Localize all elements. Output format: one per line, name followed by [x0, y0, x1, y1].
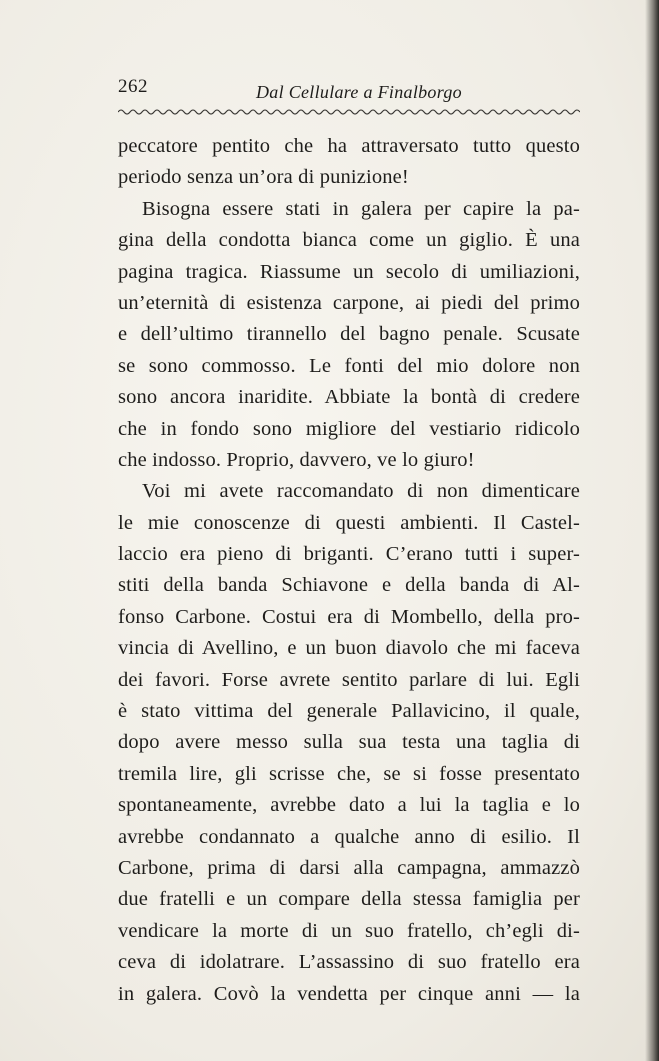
text-line: ceva di idolatrare. L’assassino di suo fratello era: [118, 951, 580, 974]
text-line: tremila lire, gli scrisse che, se si fosse presentato: [118, 762, 580, 785]
text-line: che in fondo sono migliore del vestiario ridicolo: [118, 417, 580, 440]
text-line: Bisogna essere stati in galera per capire la pa-: [142, 197, 580, 220]
text-line: un’eternità di esistenza carpone, ai piedi del primo: [118, 291, 580, 314]
page-edge-shadow: [645, 0, 659, 1061]
text-line: gina della condotta bianca come un giglio. È una: [118, 229, 580, 252]
text-line: vincia di Avellino, e un buon diavolo che mi faceva: [118, 637, 580, 660]
text-line: sono ancora inaridite. Abbiate la bontà di credere: [118, 386, 580, 409]
text-line: due fratelli e un compare della stessa famiglia per: [118, 888, 580, 911]
text-line: vendicare la morte di un suo fratello, ch’egli di-: [118, 919, 580, 942]
text-line: stiti della banda Schiavone e della banda di Al-: [118, 574, 580, 597]
running-title: Dal Cellulare a Finalborgo: [256, 82, 462, 102]
text-line: periodo senza un’ora di punizione!: [118, 166, 409, 189]
text-line: e dell’ultimo tirannello del bagno penale. Scusate: [118, 323, 580, 346]
text-line: in galera. Covò la vendetta per cinque anni — la: [118, 982, 580, 1005]
text-line: Carbone, prima di darsi alla campagna, ammazzò: [118, 856, 580, 879]
text-line: laccio era pieno di briganti. C’erano tutti i super-: [118, 543, 580, 566]
page-number: 262: [118, 76, 148, 97]
text-line: se sono commosso. Le fonti del mio dolore non: [118, 354, 580, 377]
decorative-wavy-rule: [118, 106, 580, 118]
text-line: Voi mi avete raccomandato di non dimenticare: [142, 480, 580, 503]
text-line: le mie conoscenze di questi ambienti. Il Castel-: [118, 511, 580, 534]
text-line: dopo avere messo sulla sua testa una taglia di: [118, 731, 580, 754]
text-line: dei favori. Forse avrete sentito parlare di lui. Egli: [118, 668, 580, 691]
body-text: [118, 131, 580, 1010]
text-line: avrebbe condannato a qualche anno di esilio. Il: [118, 825, 580, 848]
text-line: peccatore pentito che ha attraversato tutto questo: [118, 135, 580, 157]
text-line: spontaneamente, avrebbe dato a lui la taglia e lo: [118, 794, 580, 817]
text-line: che indosso. Proprio, davvero, ve lo giuro!: [118, 448, 475, 471]
text-line: pagina tragica. Riassume un secolo di umiliazioni,: [118, 260, 580, 283]
text-line: fonso Carbone. Costui era di Mombello, della pro-: [118, 605, 580, 628]
page-header: [118, 76, 578, 106]
text-line: è stato vittima del generale Pallavicino, il quale,: [118, 700, 580, 723]
